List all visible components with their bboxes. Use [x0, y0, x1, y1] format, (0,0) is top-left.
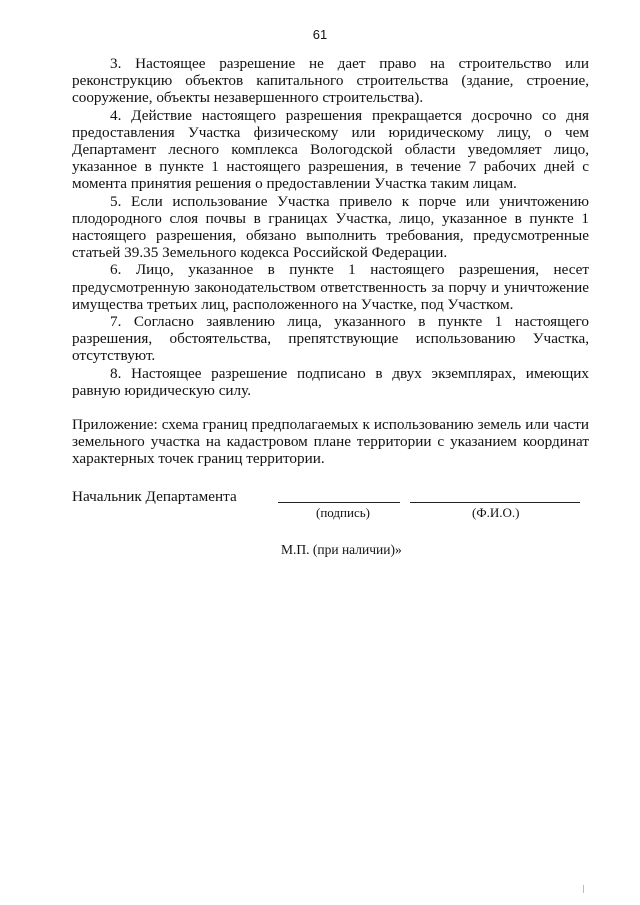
- paragraph-5: 5. Если использование Участка привело к порче или уничтожению плодородного слоя почвы в границах Участка, лицо, указанное в пункте 1 настоящего разрешения, обязано выполнить требования, предусмотренные статьей 39.35 Земельного кодекса Российской Федерации.: [72, 192, 589, 262]
- name-line: [410, 502, 580, 503]
- attachment-note: Приложение: схема границ предполагаемых к использованию земель или части земельного участка на кадастровом плане территории с указанием координат характерных точек границ территории.: [72, 416, 589, 468]
- name-caption: (Ф.И.О.): [472, 505, 520, 520]
- stamp-note: М.П. (при наличии)»: [281, 542, 402, 557]
- scan-mark: [583, 885, 584, 893]
- signatory-position: Начальник Департамента: [72, 488, 237, 505]
- paragraph-8: 8. Настоящее разрешение подписано в двух экземплярах, имеющих равную юридическую силу.: [72, 364, 589, 399]
- document-body: [72, 55, 589, 468]
- signature-block: [72, 488, 589, 548]
- paragraph-3: 3. Настоящее разрешение не дает право на строительство или реконструкцию объектов капитального строительства (здание, строение, сооружение, объекты незавершенного строительства).: [72, 55, 589, 107]
- page-number: 61: [312, 27, 328, 42]
- paragraph-4: 4. Действие настоящего разрешения прекращается досрочно со дня предоставления Участка физическому или юридическому лицу, о чем Департамент лесного комплекса Вологодской области уведомляет лицо, указанное в пункте 1 настоящего разрешения, в течение 7 рабочих дней с момента принятия решения о предоставлении Участка таким лицам.: [72, 106, 589, 193]
- paragraph-7: 7. Согласно заявлению лица, указанного в пункте 1 настоящего разрешения, обстоятельства, препятствующие использованию Участка, отсутствуют.: [72, 313, 589, 365]
- paragraph-6: 6. Лицо, указанное в пункте 1 настоящего разрешения, несет предусмотренную законодательством ответственность за порчу и уничтожение имущества третьих лиц, расположенного на Участке, под Участком.: [72, 261, 589, 313]
- signature-caption: (подпись): [316, 505, 370, 520]
- signature-line: [278, 502, 400, 503]
